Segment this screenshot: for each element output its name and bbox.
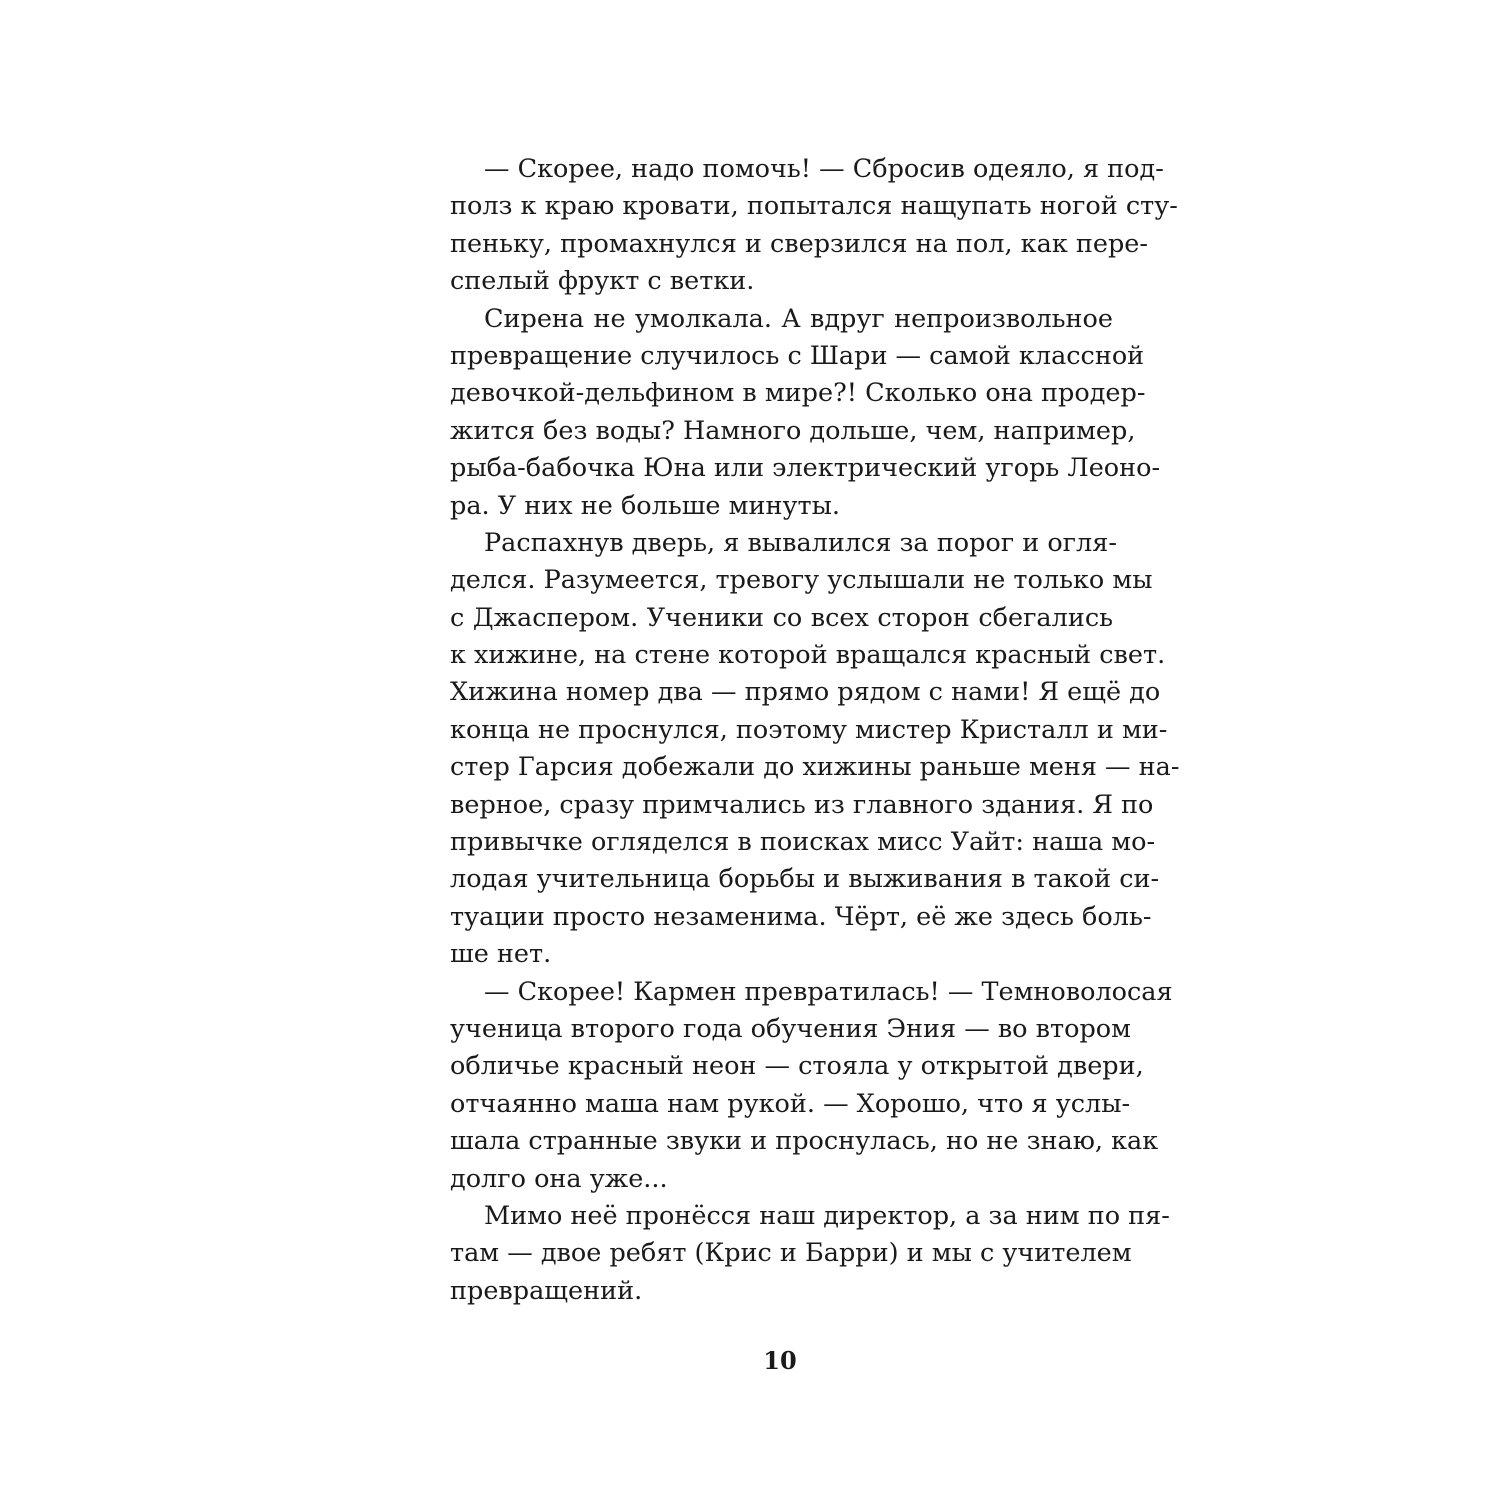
text-line: там — двое ребят (Крис и Барри) и мы с учителем [450,1238,1132,1269]
text-line: — Скорее! Кармен превратилась! — Темноволосая [484,976,1173,1007]
text-line: верное, сразу примчались из главного здания. Я по [450,789,1154,820]
text-line: Хижина номер два — прямо рядом с нами! Я ещё до [450,677,1161,708]
body-text [450,151,1180,1310]
text-line: Распахнув дверь, я вывалился за порог и огля- [484,527,1117,558]
text-line: Сирена не умолкала. А вдруг непроизвольное [484,303,1113,334]
text-line: превращение случилось с Шари — самой классной [450,340,1145,371]
text-line: к хижине, на стене которой вращался красный свет. [450,640,1166,671]
text-line: конца не проснулся, поэтому мистер Кристалл и ми- [450,714,1168,745]
text-line: туации просто незаменима. Чёрт, её же здесь боль- [450,901,1152,932]
page-number: 10 [763,1346,797,1375]
text-line: ра. У них не больше минуты. [450,490,840,521]
text-line: превращений. [450,1275,643,1306]
text-line: привычке огляделся в поисках мисс Уайт: наша мо- [450,827,1156,858]
text-line: пеньку, промахнулся и сверзился на пол, как пере- [450,228,1148,259]
text-line: стер Гарсия добежали до хижины раньше меня — на- [450,752,1180,783]
text-line: отчаянно маша нам рукой. — Хорошо, что я услы- [450,1088,1131,1119]
text-line: шала странные звуки и проснулась, но не знаю, как [450,1126,1159,1157]
text-line: обличье красный неон — стояла у открытой двери, [450,1051,1144,1082]
text-line: с Джаспером. Ученики со всех сторон сбегались [450,602,1113,633]
text-line: долго она уже... [450,1163,668,1194]
text-line: лодая учительница борьбы и выживания в такой си- [450,864,1160,895]
text-line: девочкой-дельфином в мире?! Сколько она продер- [450,378,1146,409]
text-line: — Скорее, надо помочь! — Сбросив одеяло, я под- [484,154,1164,184]
text-line: Мимо неё пронёсся наш директор, а за ним по пя- [484,1200,1170,1231]
text-line: спелый фрукт с ветки. [450,266,755,297]
text-line: жится без воды? Намного дольше, чем, например, [450,415,1136,446]
text-line: рыба-бабочка Юна или электрический угорь Леоно- [450,453,1161,484]
text-line: ше нет. [450,939,552,970]
text-line: полз к краю кровати, попытался нащупать ногой сту- [450,191,1178,222]
text-line: делся. Разумеется, тревогу услышали не только мы [450,565,1153,596]
text-line: ученица второго года обучения Эния — во втором [450,1013,1131,1044]
